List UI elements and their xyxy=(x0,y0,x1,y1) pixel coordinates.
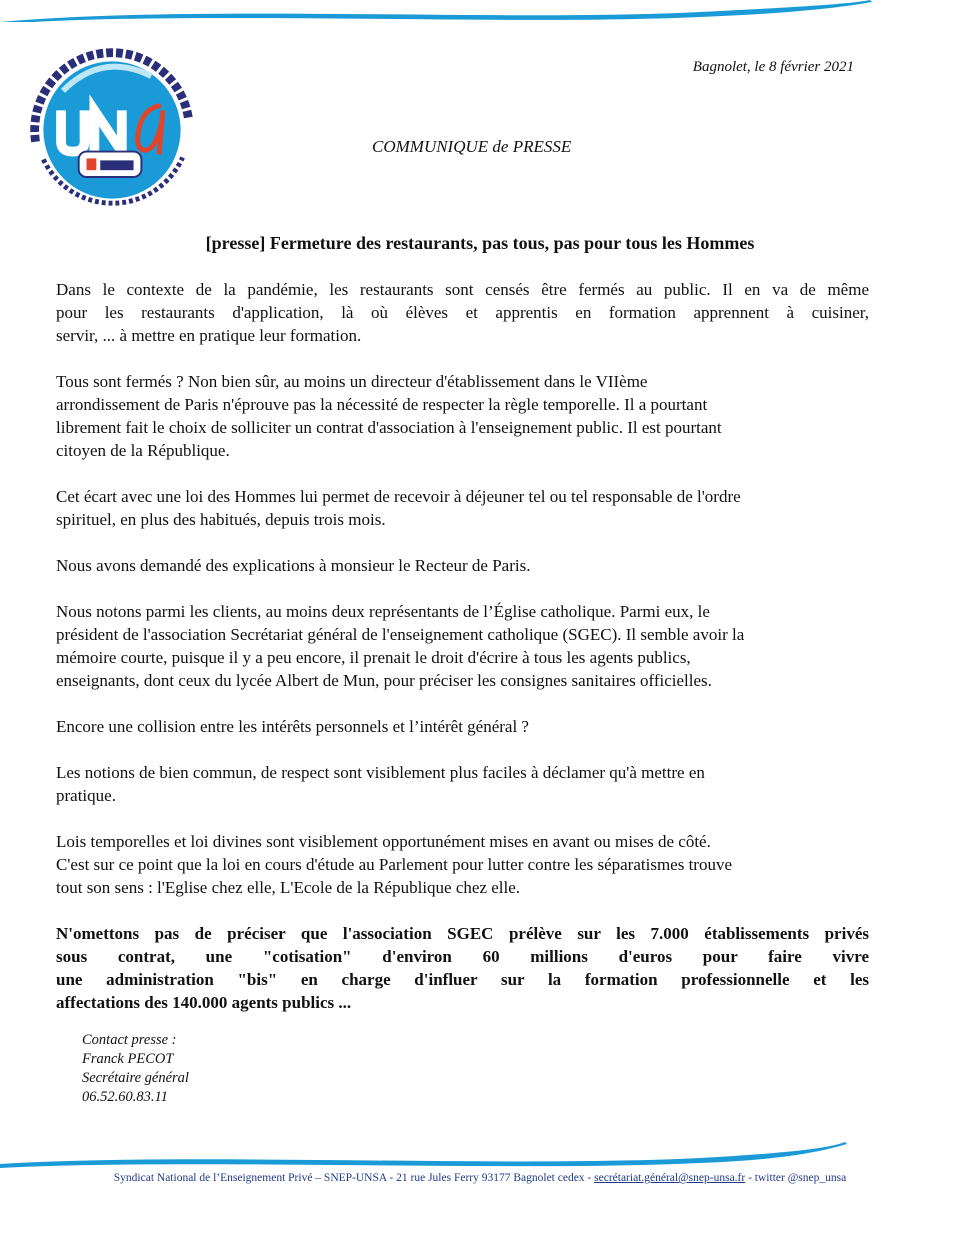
press-release-body xyxy=(56,278,869,1107)
paragraph-line: Nous notons parmi les clients, au moins deux représentants de l’Église catholique. Parmi eux, le xyxy=(56,602,710,621)
press-contact xyxy=(82,1031,869,1107)
press-release-title: [presse] Fermeture des restaurants, pas tous, pas pour tous les Hommes xyxy=(205,233,755,253)
paragraph-line: Cet écart avec une loi des Hommes lui permet de recevoir à déjeuner tel ou tel responsable de l'ordre xyxy=(56,487,741,506)
paragraph-line: enseignants, dont ceux du lycée Albert de Mun, pour préciser les consignes sanitaires officielles. xyxy=(56,671,712,690)
paragraphs xyxy=(56,278,869,1014)
paragraph xyxy=(56,554,869,577)
paragraph-line: librement fait le choix de solliciter un contrat d'association à l'enseignement public. Il est pourtant xyxy=(56,418,722,437)
paragraph-line: Dans le contexte de la pandémie, les restaurants sont censés être fermés au public. Il en va de même xyxy=(56,280,869,299)
paragraph-line: tout son sens : l'Eglise chez elle, L'Ecole de la République chez elle. xyxy=(56,878,521,897)
unsa-snep-logo xyxy=(14,32,210,228)
contact-name: Franck PECOT xyxy=(82,1051,174,1067)
paragraph-line: Nous avons demandé des explications à monsieur le Recteur de Paris. xyxy=(56,556,531,575)
footer-twitter: - twitter @snep_unsa xyxy=(745,1172,847,1184)
paragraph xyxy=(56,715,869,738)
paragraph xyxy=(56,600,869,692)
paragraph-line: C'est sur ce point que la loi en cours d'étude au Parlement pour lutter contre les séparatismes trouve xyxy=(56,855,733,874)
paragraph-line: président de l'association Secrétariat général de l'enseignement catholique (SGEC). Il semble avoir la xyxy=(56,625,745,644)
paragraph xyxy=(56,485,869,531)
paragraph-line: affectations des 140.000 agents publics ... xyxy=(56,993,352,1012)
contact-phone: 06.52.60.83.11 xyxy=(82,1089,168,1105)
paragraph xyxy=(56,761,869,807)
paragraph-line: Encore une collision entre les intérêts personnels et l’intérêt général ? xyxy=(56,717,529,736)
paragraph-line: servir, ... à mettre en pratique leur formation. xyxy=(56,326,362,345)
communique-heading: COMMUNIQUE de PRESSE xyxy=(372,137,572,156)
footer-address: Syndicat National de l’Enseignement Privé – SNEP-UNSA - 21 rue Jules Ferry 93177 Bagnolet cedex - xyxy=(113,1172,595,1184)
header-swoosh xyxy=(0,0,960,22)
footer xyxy=(0,1172,960,1184)
paragraph xyxy=(56,370,869,462)
paragraph-line: pour les restaurants d'application, là où élèves et apprentis en formation apprennent à cuisiner, xyxy=(56,303,869,322)
paragraph xyxy=(56,922,869,1014)
paragraph-line: sous contrat, une "cotisation" d'environ 60 millions d'euros pour faire vivre xyxy=(56,947,869,966)
contact-role: Secrétaire général xyxy=(82,1070,189,1086)
paragraph-line: pratique. xyxy=(56,786,116,805)
paragraph xyxy=(56,278,869,347)
paragraph-line: arrondissement de Paris n'éprouve pas la nécessité de respecter la règle temporelle. Il a pourtant xyxy=(56,395,708,414)
footer-email-link[interactable]: secrétariat.général@snep-unsa.fr xyxy=(594,1172,746,1184)
paragraph-line: mémoire courte, puisque il y a peu encore, il prenait le droit d'écrire à tous les agents publics, xyxy=(56,648,691,667)
paragraph-line: Les notions de bien commun, de respect sont visiblement plus faciles à déclamer qu'à mettre en xyxy=(56,763,705,782)
paragraph xyxy=(56,830,869,899)
paragraph-line: spirituel, en plus des habitués, depuis trois mois. xyxy=(56,510,386,529)
paragraph-line: Lois temporelles et loi divines sont visiblement opportunément mises en avant ou mises de côté. xyxy=(56,832,711,851)
paragraph-line: une administration "bis" en charge d'influer sur la formation professionnelle et les xyxy=(56,970,869,989)
document-date: Bagnolet, le 8 février 2021 xyxy=(692,59,854,75)
footer-swoosh xyxy=(0,1138,960,1168)
contact-label: Contact presse : xyxy=(82,1032,177,1048)
paragraph-line: Tous sont fermés ? Non bien sûr, au moins un directeur d'établissement dans le VIIème xyxy=(56,372,648,391)
paragraph-line: N'omettons pas de préciser que l'association SGEC prélève sur les 7.000 établissements privés xyxy=(56,924,869,943)
paragraph-line: citoyen de la République. xyxy=(56,441,230,460)
